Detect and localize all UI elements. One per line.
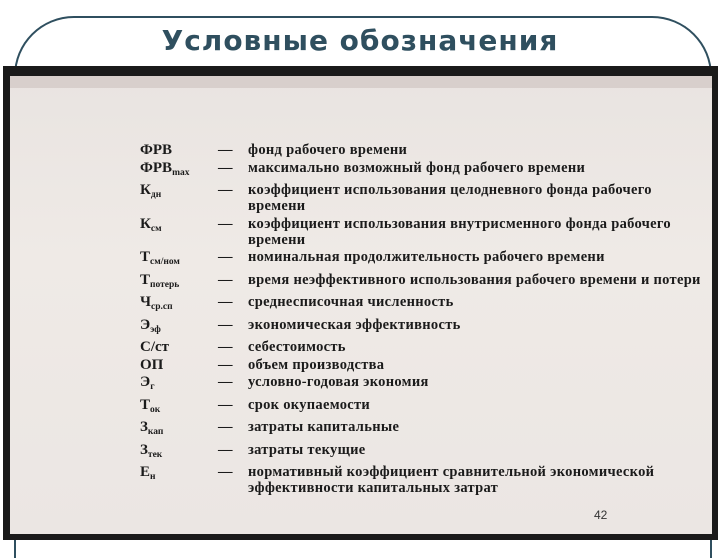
glossary-abbreviation — [140, 182, 218, 203]
abbreviation-subscript: ок — [150, 404, 161, 415]
glossary-abbreviation — [140, 339, 218, 355]
glossary-abbreviation — [140, 160, 218, 181]
glossary-abbreviation — [140, 216, 218, 237]
glossary-definition: среднесписочная численность — [248, 294, 454, 310]
glossary-dash: — — [218, 441, 233, 458]
glossary-entry — [140, 160, 710, 181]
abbreviation-base: Е — [140, 464, 151, 480]
glossary-abbreviation — [140, 142, 218, 158]
glossary-list — [140, 142, 710, 498]
glossary-entry — [140, 216, 710, 248]
glossary-abbreviation — [140, 374, 218, 395]
glossary-entry — [140, 397, 710, 418]
glossary-entry — [140, 374, 710, 395]
glossary-definition: максимально возможный фонд рабочего времени — [248, 159, 586, 176]
glossary-abbreviation — [140, 317, 218, 338]
glossary-definition: затраты капитальные — [248, 419, 400, 435]
glossary-entry — [140, 317, 710, 338]
glossary-abbreviation — [140, 397, 218, 418]
glossary-entry — [140, 464, 710, 496]
glossary-definition: коэффициент использования целодневного фонда рабочего времени — [248, 182, 652, 214]
glossary-entry — [140, 419, 710, 440]
glossary-dash: — — [218, 339, 233, 355]
abbreviation-base: Ч — [140, 294, 152, 310]
abbreviation-subscript: г — [150, 382, 155, 392]
glossary-definition: номинальная продолжительность рабочего времени — [248, 249, 605, 265]
page-number: 42 — [594, 508, 608, 522]
abbreviation-base: Т — [140, 249, 151, 265]
abbreviation-subscript: эф — [150, 324, 161, 335]
glossary-dash: — — [218, 182, 233, 198]
glossary-abbreviation — [140, 357, 218, 373]
glossary-entry — [140, 339, 710, 355]
scan-top-strip — [10, 76, 712, 88]
abbreviation-base: Т — [140, 271, 151, 288]
abbreviation-base: ФРВ — [140, 142, 173, 158]
abbreviation-base: С/ст — [140, 339, 170, 355]
abbreviation-subscript: max — [172, 167, 190, 178]
abbreviation-base: ОП — [140, 356, 164, 373]
glossary-definition: себестоимость — [248, 339, 346, 355]
abbreviation-base: З — [140, 441, 148, 458]
abbreviation-subscript: н — [150, 472, 156, 482]
slide-title: Условные обозначения — [161, 24, 559, 57]
glossary-entry — [140, 249, 710, 270]
glossary-definition: время неэффективного использования рабочего времени и потери — [248, 271, 701, 288]
glossary-entry — [140, 442, 710, 463]
glossary-dash: — — [218, 294, 233, 310]
glossary-abbreviation — [140, 272, 218, 293]
glossary-abbreviation — [140, 442, 218, 463]
abbreviation-base: К — [140, 215, 151, 232]
glossary-dash: — — [218, 419, 233, 435]
glossary-definition: условно-годовая экономия — [248, 374, 429, 390]
abbreviation-subscript: потерь — [150, 279, 180, 290]
glossary-dash: — — [218, 464, 233, 480]
glossary-definition: срок окупаемости — [248, 396, 371, 413]
glossary-definition: коэффициент использования внутрисменного фонда рабочего времени — [248, 215, 671, 248]
abbreviation-base: Э — [140, 316, 151, 333]
glossary-entry — [140, 294, 710, 315]
abbreviation-base: З — [140, 419, 148, 435]
glossary-entry — [140, 182, 710, 214]
abbreviation-subscript: см — [150, 223, 162, 234]
glossary-definition: фонд рабочего времени — [248, 142, 408, 158]
abbreviation-base: К — [140, 182, 151, 198]
abbreviation-base: Т — [140, 396, 151, 413]
glossary-dash: — — [218, 396, 233, 413]
glossary-dash: — — [218, 356, 233, 373]
glossary-entry — [140, 357, 710, 373]
abbreviation-base: Э — [140, 374, 151, 390]
glossary-definition: затраты текущие — [248, 441, 366, 458]
glossary-dash: — — [218, 374, 233, 390]
glossary-abbreviation — [140, 249, 218, 270]
glossary-abbreviation — [140, 419, 218, 440]
glossary-dash: — — [218, 316, 233, 333]
glossary-abbreviation — [140, 464, 218, 485]
glossary-entry — [140, 142, 710, 158]
glossary-dash: — — [218, 271, 233, 288]
abbreviation-subscript: тек — [147, 449, 163, 460]
glossary-abbreviation — [140, 294, 218, 315]
abbreviation-subscript: ср.сп — [151, 302, 173, 312]
glossary-dash: — — [218, 142, 233, 158]
abbreviation-subscript: см/ном — [150, 257, 180, 267]
glossary-dash: — — [218, 215, 233, 232]
abbreviation-subscript: дн — [150, 190, 162, 200]
abbreviation-base: ФРВ — [140, 159, 173, 176]
glossary-definition: экономическая эффективность — [248, 316, 461, 333]
glossary-dash: — — [218, 249, 233, 265]
glossary-entry — [140, 272, 710, 293]
glossary-dash: — — [218, 159, 233, 176]
glossary-definition: нормативный коэффициент сравнительной экономической эффективности капитальных затрат — [248, 464, 655, 496]
glossary-definition: объем производства — [248, 356, 385, 373]
abbreviation-subscript: кап — [147, 427, 164, 437]
